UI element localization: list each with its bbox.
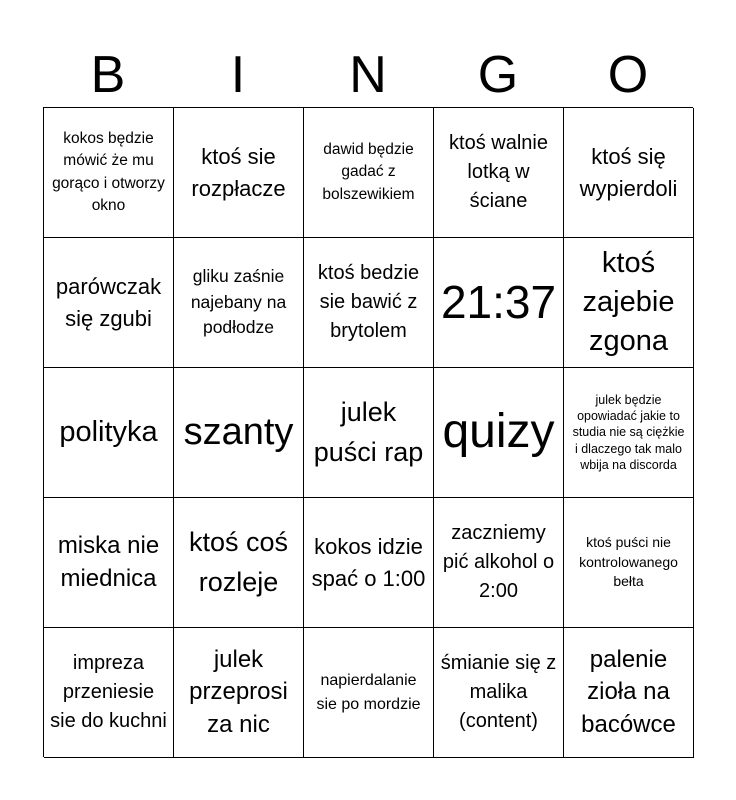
cell-text: ktoś bedzie sie bawić z brytolem	[317, 262, 420, 342]
cell-text: dawid będzie gadać z bolszewikiem	[322, 140, 415, 203]
bingo-cell[interactable]	[564, 238, 694, 368]
bingo-cell[interactable]	[434, 628, 564, 758]
bingo-cell[interactable]	[304, 368, 434, 498]
bingo-cell[interactable]	[44, 108, 174, 238]
bingo-cell[interactable]	[564, 108, 694, 238]
cell-text: kokos będzie mówić że mu gorąco i otworzy okno	[52, 129, 165, 214]
cell-text: śmianie się z malika (content)	[440, 652, 557, 732]
cell-text: ktoś sie rozpłacze	[191, 143, 286, 201]
cell-text: zaczniemy pić alkohol o 2:00	[442, 522, 555, 602]
bingo-cell[interactable]	[434, 108, 564, 238]
cell-text: miska nie miednica	[57, 532, 160, 592]
bingo-board	[43, 107, 693, 757]
bingo-cell[interactable]	[174, 368, 304, 498]
cell-text: ktoś coś rozleje	[188, 527, 289, 597]
bingo-cell[interactable]	[564, 498, 694, 628]
cell-text: polityka	[59, 415, 158, 448]
cell-text: napierdalanie sie po mordzie	[316, 672, 421, 713]
bingo-cell[interactable]	[304, 238, 434, 368]
bingo-cell[interactable]	[304, 498, 434, 628]
bingo-cell[interactable]	[564, 628, 694, 758]
cell-text: ktoś się wypierdoli	[579, 143, 678, 201]
cell-text: impreza przeniesie sie do kuchni	[50, 652, 167, 732]
cell-text: parówczak się zgubi	[55, 273, 162, 331]
cell-text: ktoś puści nie kontrolowanego bełta	[579, 534, 678, 590]
header-letter-g: G	[477, 46, 519, 104]
cell-text: szanty	[183, 410, 294, 453]
cell-text: julek przeprosi za nic	[189, 645, 288, 738]
header-letter-o: O	[607, 46, 649, 104]
cell-text: ktoś zajebie zgona	[582, 246, 675, 358]
header-letter-b: B	[90, 46, 126, 104]
bingo-cell[interactable]	[434, 498, 564, 628]
bingo-cell[interactable]	[174, 108, 304, 238]
cell-text: julek będzie opowiadać jakie to studia nie są ciężkie i dlaczego tak malo wbija na discorda	[572, 392, 685, 472]
bingo-cell[interactable]	[44, 498, 174, 628]
bingo-cell[interactable]	[434, 238, 564, 368]
cell-text: quizy	[442, 405, 555, 459]
header-letter-n: N	[349, 46, 387, 104]
bingo-cell[interactable]	[304, 108, 434, 238]
cell-text: kokos idzie spać o 1:00	[311, 533, 426, 591]
bingo-cell[interactable]	[44, 368, 174, 498]
cell-text: julek puści rap	[313, 397, 424, 467]
bingo-cell[interactable]	[434, 368, 564, 498]
bingo-cell[interactable]	[304, 628, 434, 758]
bingo-cell[interactable]	[44, 628, 174, 758]
bingo-cell[interactable]	[174, 238, 304, 368]
bingo-cell[interactable]	[564, 368, 694, 498]
cell-text: 21:37	[440, 276, 557, 329]
bingo-cell[interactable]	[174, 498, 304, 628]
cell-text: palenie zioła na bacówce	[581, 645, 676, 738]
cell-text: gliku zaśnie najebany na podłodze	[190, 266, 287, 338]
bingo-cell[interactable]	[174, 628, 304, 758]
header-letter-i: I	[230, 46, 246, 104]
bingo-cell[interactable]	[44, 238, 174, 368]
bingo-header	[43, 42, 693, 108]
cell-text: ktoś walnie lotką w ściane	[449, 132, 548, 212]
